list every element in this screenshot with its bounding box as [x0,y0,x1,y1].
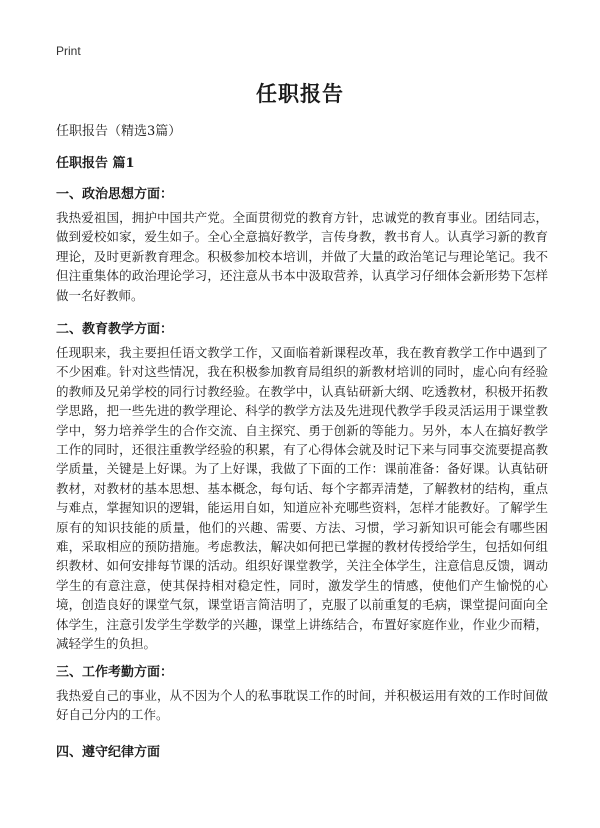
section-text-attendance: 我热爱自己的事业，从不因为个人的私事耽误工作的时间，并积极运用有效的工作时间做好自己分内的工作。 [56,688,548,723]
section-heading-attendance: 三、工作考勤方面： [56,665,174,680]
section-text-political: 我热爱祖国，拥护中国共产党。全面贯彻党的教育方针，忠诚党的教育事业。团结同志，做到爱校如家，爱生如子。全心全意搞好教学，言传身教，教书育人。认真学习新的教育理论，及时更新教育理念。积极参加校本培训，并做了大量的政治笔记与理论笔记。我不但注重集体的政治理论学习，还注意从书本中汲取营养，认真学习仔细体会新形势下怎样做一名好教师。 [56,210,548,303]
document-subtitle: 任职报告（精选3篇） [56,124,182,139]
section-heading-political: 一、政治思想方面： [56,187,174,202]
part-title: 任职报告 篇1 [56,156,135,171]
print-link[interactable]: Print [56,44,81,58]
document-title: 任职报告 [256,81,344,106]
section-heading-teaching: 二、教育教学方面： [56,322,174,337]
section-text-teaching: 任现职来，我主要担任语文教学工作，又面临着新课程改革，我在教育教学工作中遇到了不少困难。针对这些情况，我在积极参加教育局组织的新教材培训的同时，虚心向有经验的教师及兄弟学校的同行讨教经验。在教学中，认真钻研新大纲、吃透教材，积极开拓教学思路，把一些先进的教学理论、科学的教学方法及先进现代教学手段灵活运用于课堂教学中，努力培养学生的合作交流、自主探究、勇于创新的等能力。另外，本人在搞好教学工作的同时，还很注重教学经验的积累，有了心得体会就及时记下来与同事交流要提高教学质量，关键是上好课。为了上好课，我做了下面的工作：课前准备：备好课。认真钻研教材，对教材的基本思想、基本概念，每句话、每个字都弄清楚，了解教材的结构，重点与难点，掌握知识的逻辑，能运用自如，知道应补充哪些资料，怎样才能教好。了解学生原有的知识技能的质量，他们的兴趣、需要、方法、习惯，学习新知识可能会有哪些困难，采取相应的预防措施。考虑教法，解决如何把已掌握的教材传授给学生，包括如何组织教材、如何安排每节课的活动。组织好课堂教学，关注全体学生，注意信息反馈，调动学生的有意注意，使其保持相对稳定性，同时，激发学生的情感，使他们产生愉悦的心境，创造良好的课堂气氛，课堂语言简洁明了，克服了以前重复的毛病，课堂提问面向全体学生，注意引发学生学数学的兴趣，课堂上讲练结合，布置好家庭作业，作业少而精，减轻学生的负担。 [56,345,548,652]
section-heading-discipline: 四、遵守纪律方面 [56,745,161,760]
